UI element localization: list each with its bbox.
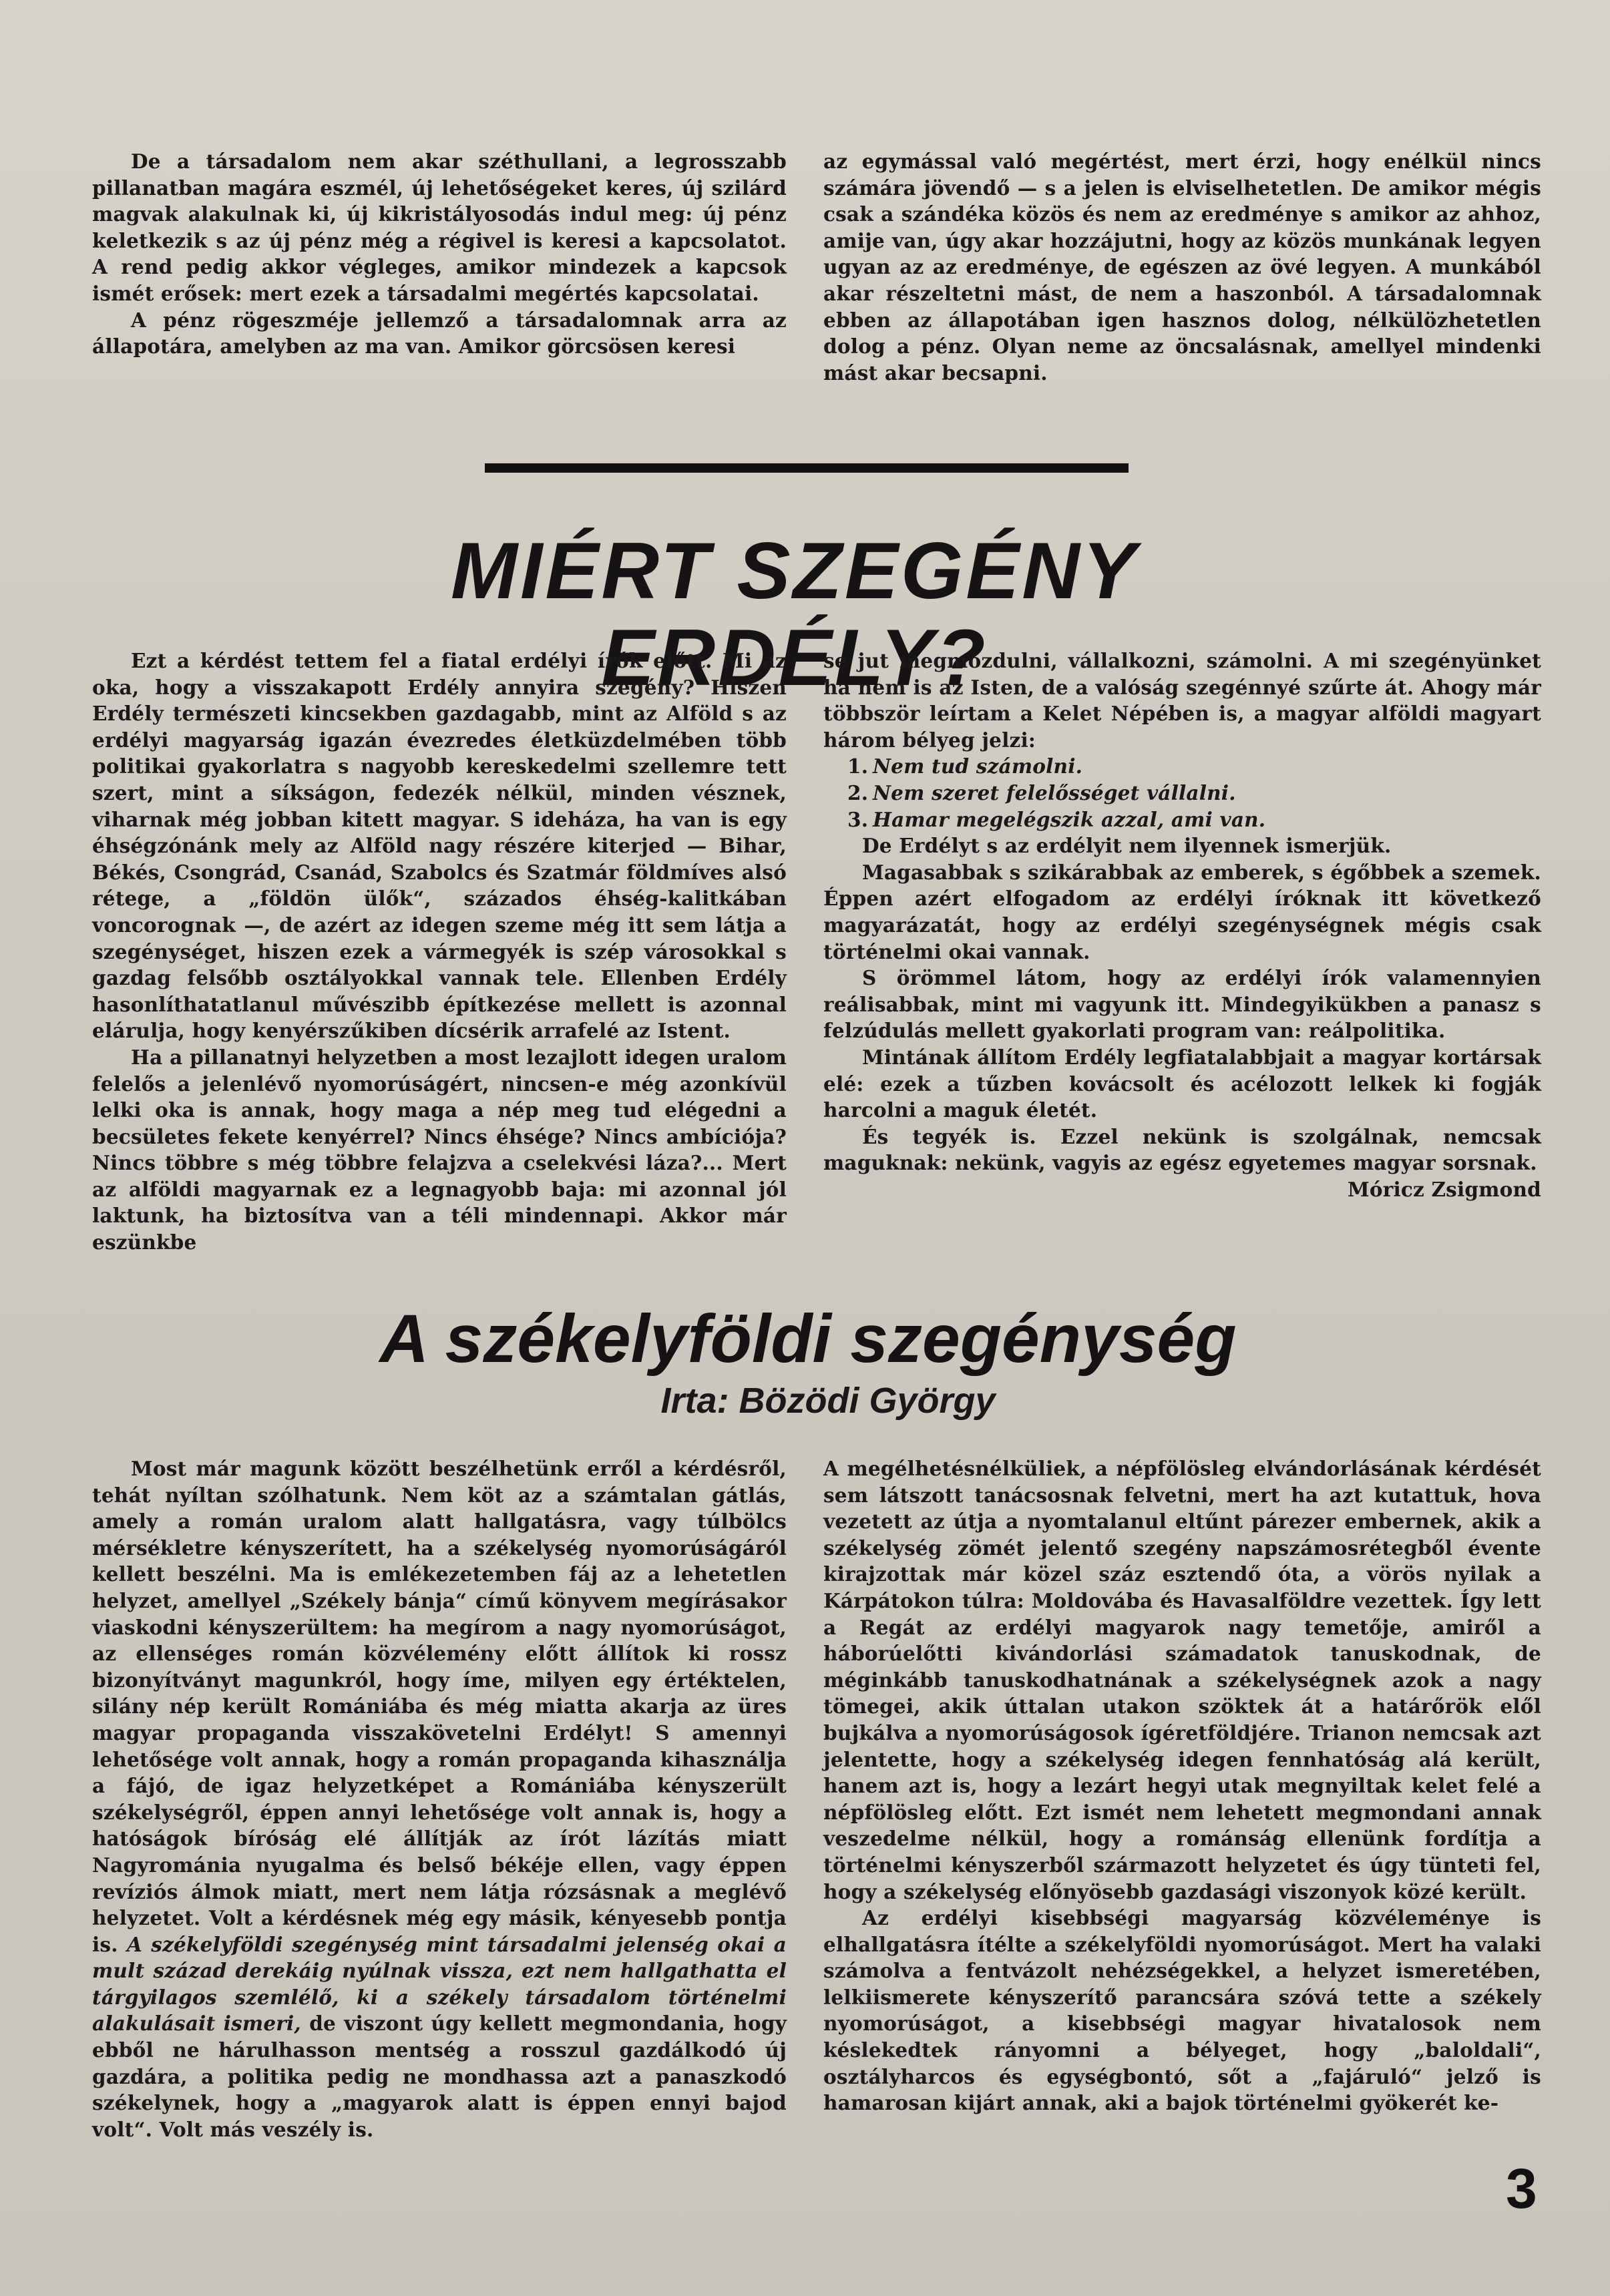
article1-right-intro: se jut megmozdulni, vállalkozni, számolni. A mi szegényünket ha nem is az Isten, de a valóság szegénnyé szűrte át. Ahogy már többször leírtam a Kelet Népében is, a magyar alföldi magyart három bélyeg jelzi:	[823, 649, 1541, 752]
section-divider-rule	[485, 463, 1129, 473]
page-number: 3	[1506, 2157, 1537, 2220]
top-left-paragraph-1: De a társadalom nem akar széthullani, a legrosszabb pillanatban magára eszmél, új lehetőségeket keres, új szilárd magvak alakulnak ki, új kikristályosodás indul meg: új pénz keletkezik s az új pénz még a régivel is keresi a kapcsolatot. A rend pedig akkor végleges, amikor mindezek a kapcsok ismét erősek: mert ezek a társadalmi megértés kapcsolatai.	[92, 150, 787, 305]
article1-right-paragraph-2: Magasabbak s szikárabbak az emberek, s égőbbek a szemek. Éppen azért elfogadom az erdélyi íróknak itt következő magyarázatát, hogy az erdélyi szegénységnek mégis csak történelmi okai vannak.	[823, 860, 1541, 963]
article1-list	[823, 753, 1541, 833]
article2-italic-passage: A székelyföldi szegénység mint társadalmi jelenség okai a mult század derekáig nyúlnak vissza, ezt nem hallgathatta el tárgyilagos szemlélő, ki a székely társadalom történelmi alakulásait ismeri,	[92, 1932, 787, 2036]
article1-right-paragraph-5: És tegyék is. Ezzel nekünk is szolgálnak, nemcsak maguknak: nekünk, vagyis az egész egyetemes magyar sorsnak.	[823, 1124, 1541, 1175]
article2-left-paragraph: Most már magunk között beszélhetünk erről a kérdésről, tehát nyíltan szólhatunk. Nem köt az a számtalan gátlás, amely a román uralom alatt hallgatásra, vagy túlbölcs mérsékletre kényszerített, ha a székelység nyomorúságáról kellett beszélni. Ma is emlékezetemben fáj az a lehetetlen helyzet, amellyel „Székely bánja“ című könyvem megírásakor viaskodni kényszerültem: ha megírom a nagy nyomorúságot, az ellenséges román közvélemény előtt állítok ki rossz bizonyítványt magunkról, hogy íme, milyen egy értéktelen, silány nép került Romániába és még miatta akarja az üres magyar propaganda visszakövetelni Erdélyt! S amennyi lehetősége volt annak, hogy a román propaganda kihasználja a fájó, de igaz helyzetképet a Romániába kényszerült székelységről, éppen annyi lehetősége volt annak is, hogy a hatóságok bíróság elé állítják az írót lázítás miatt Nagyrománia nyugalma és belső békéje ellen, vagy éppen revíziós álmok miatt, mert nem látja rózsásnak a meglévő helyzetet. Volt a kérdésnek még egy másik, kényesebb pontja is. A székelyföldi szegénység mint társadalmi jelenség okai a mult század derekáig nyúlnak vissza, ezt nem hallgathatta el tárgyilagos szemlélő, ki a székely társadalom történelmi alakulásait ismeri, de viszont úgy kellett megmondania, hogy ebből ne hárulhasson mentség a rosszul gazdálkodó új gazdára, a politika pedig ne mondhassa azt a panaszkodó székelynek, hogy a „magyarok alatt is éppen ennyi bajod volt“. Volt más veszély is.	[92, 1457, 787, 2141]
article1-title: MIÉRT SZEGÉNY ERDÉLY?	[451, 526, 1139, 702]
article1-right-paragraph-1: De Erdélyt s az erdélyit nem ilyennek ismerjük.	[862, 834, 1392, 858]
article2-right-paragraph-2: Az erdélyi kisebbségi magyarság közvéleménye is elhallgatásra ítélte a székelyföldi nyomorúságot. Mert ha valaki számolva a fentvázolt nehézségekkel, a helyzet ismeretében, lelkiismerete kényszerítő parancsára szóvá tette a székely nyomorúságot, a kisebbségi magyar hivatalosok nem késlekedtek rányomni a bélyeget, hogy „baloldali“, osztályharcos és egységbontó, sőt a „fajáruló“ jelző is hamarosan kijárt annak, aki a bajok történelmi gyökerét ke-	[823, 1906, 1541, 2115]
top-left-column	[92, 148, 787, 360]
article1-right-column	[823, 648, 1541, 1202]
article2-right-column	[823, 1455, 1541, 2116]
top-right-paragraph-1: az egymással való megértést, mert érzi, hogy enélkül nincs számára jövendő — s a jelen is elviselhetetlen. De amikor mégis csak a szándéka közös és nem az eredménye s amikor az ahhoz, amije van, úgy akar hozzájutni, hogy az közös munkának legyen ugyan az az eredménye, de egészen az övé legyen. A munkából akar részeltetni mást, de nem a haszonból. A társadalomnak ebben az állapotában igen hasznos dolog, nélkülözhetetlen dolog a pénz. Olyan neme az öncsalásnak, amellyel mindenki mást akar becsapni.	[823, 150, 1541, 385]
article1-left-paragraph-1: Ezt a kérdést tettem fel a fiatal erdélyi írók előtt. Mi az oka, hogy a visszakapott Erdély annyira szegény? Hiszen Erdély természeti kincsekben gazdagabb, mint az Alföld s az erdélyi magyarság igazán évezredes életküzdelmében több politikai gyakorlatra s nagyobb kereskedelmi szellemre tett szert, mint a síkságon, fedezék nélkül, minden vésznek, viharnak még jobban kitett magyar. S ideháza, ha van is egy éhségzónánk mely az Alföld nagy részére kiterjed — Bihar, Békés, Csongrád, Csanád, Szabolcs és Szatmár földmíves alsó rétege, a „földön ülők“, százados éhség-kalitkában voncorognak —, de azért az idegen szeme még itt sem látja a szegénységet, hiszen ezek a vármegyék is szép városokkal s gazdag felsőbb osztályokkal vannak tele. Ellenben Erdély hasonlíthatatlanul művészibb építkezése mellett is azonnal elárulja, hogy kenyérszűkiben dícsérik arrafelé az Istent.	[92, 649, 787, 1043]
article1-left-column	[92, 648, 787, 1256]
article2-left-column	[92, 1455, 787, 2142]
list-item: 2. Nem szeret felelősséget vállalni.	[847, 780, 1236, 805]
article2-byline: Irta: Bözödi György	[660, 1381, 996, 1421]
article1-right-paragraph-4: Mintának állítom Erdély legfiatalabbjait a magyar kortársak elé: ezek a tűzben kovácsolt és acélozott lelkek ki fogják harcolni a maguk életét.	[823, 1045, 1541, 1122]
article2-right-paragraph-1: A megélhetésnélküliek, a népfölösleg elvándorlásának kérdését sem látszott tanácsosnak felvetni, mert ha azt kutattuk, hova vezetett az útja a nyomtalanul eltűnt párezer embernek, akik a székelység zömét jelentő szegény napszámosrétegből évente kirajzottak már közel száz esztendő óta, a vörös nyilak a Kárpátokon túlra: Moldovába és Havasalföldre vezettek. Így lett a Regát az erdélyi magyarok nagy temetője, amiről a háborúelőtti kivándorlási számadatok tanuskodnak, de méginkább tanuskodhatnának a székelységnek azok a nagy tömegei, akik úttalan utakon szöktek át a határőrök elől bujkálva a nyomorúságosok ígéretföldjére. Trianon nemcsak azt jelentette, hogy a székelység idegen fennhatóság alá került, hanem azt is, hogy a lezárt hegyi utak megnyiltak kelet felé a népfölösleg előtt. Ezt ismét nem lehetett megmondani annak veszedelme nélkül, hogy a románság ellenünk fordítja a történelmi kényszerből származott helyzetet és úgy tünteti fel, hogy a székelység előnyösebb gazdasági viszonyok közé került.	[823, 1457, 1541, 1903]
article2-title: A székelyföldi szegénység	[379, 1301, 1237, 1377]
top-left-paragraph-2: A pénz rögeszméje jellemző a társadalomnak arra az állapotára, amelyben az ma van. Amikor görcsösen keresi	[92, 308, 787, 359]
article1-right-paragraph-3: S örömmel látom, hogy az erdélyi írók valamennyien reálisabbak, mint mi vagyunk itt. Mindegyikükben a panasz s felzúdulás mellett gyakorlati program van: reálpolitika.	[823, 966, 1541, 1043]
article1-signature: Móricz Zsigmond	[1347, 1177, 1541, 1201]
list-item: 1. Nem tud számolni.	[847, 754, 1083, 778]
article1-left-paragraph-2: Ha a pillanatnyi helyzetben a most lezajlott idegen uralom felelős a jelenlévő nyomorúságért, nincsen-e még azonkívül lelki oka is annak, hogy maga a nép meg tud elégedni a becsületes fekete kenyérrel? Nincs éhsége? Nincs ambíciója? Nincs többre s még többre felajzva a cselekvési láza?... Mert az alföldi magyarnak ez a legnagyobb baja: mi azonnal jól laktunk, ha biztosítva van a téli mindennapi. Akkor már eszünkbe	[92, 1045, 787, 1254]
top-right-column	[823, 148, 1541, 386]
list-item: 3. Hamar megelégszik azzal, ami van.	[847, 807, 1266, 831]
